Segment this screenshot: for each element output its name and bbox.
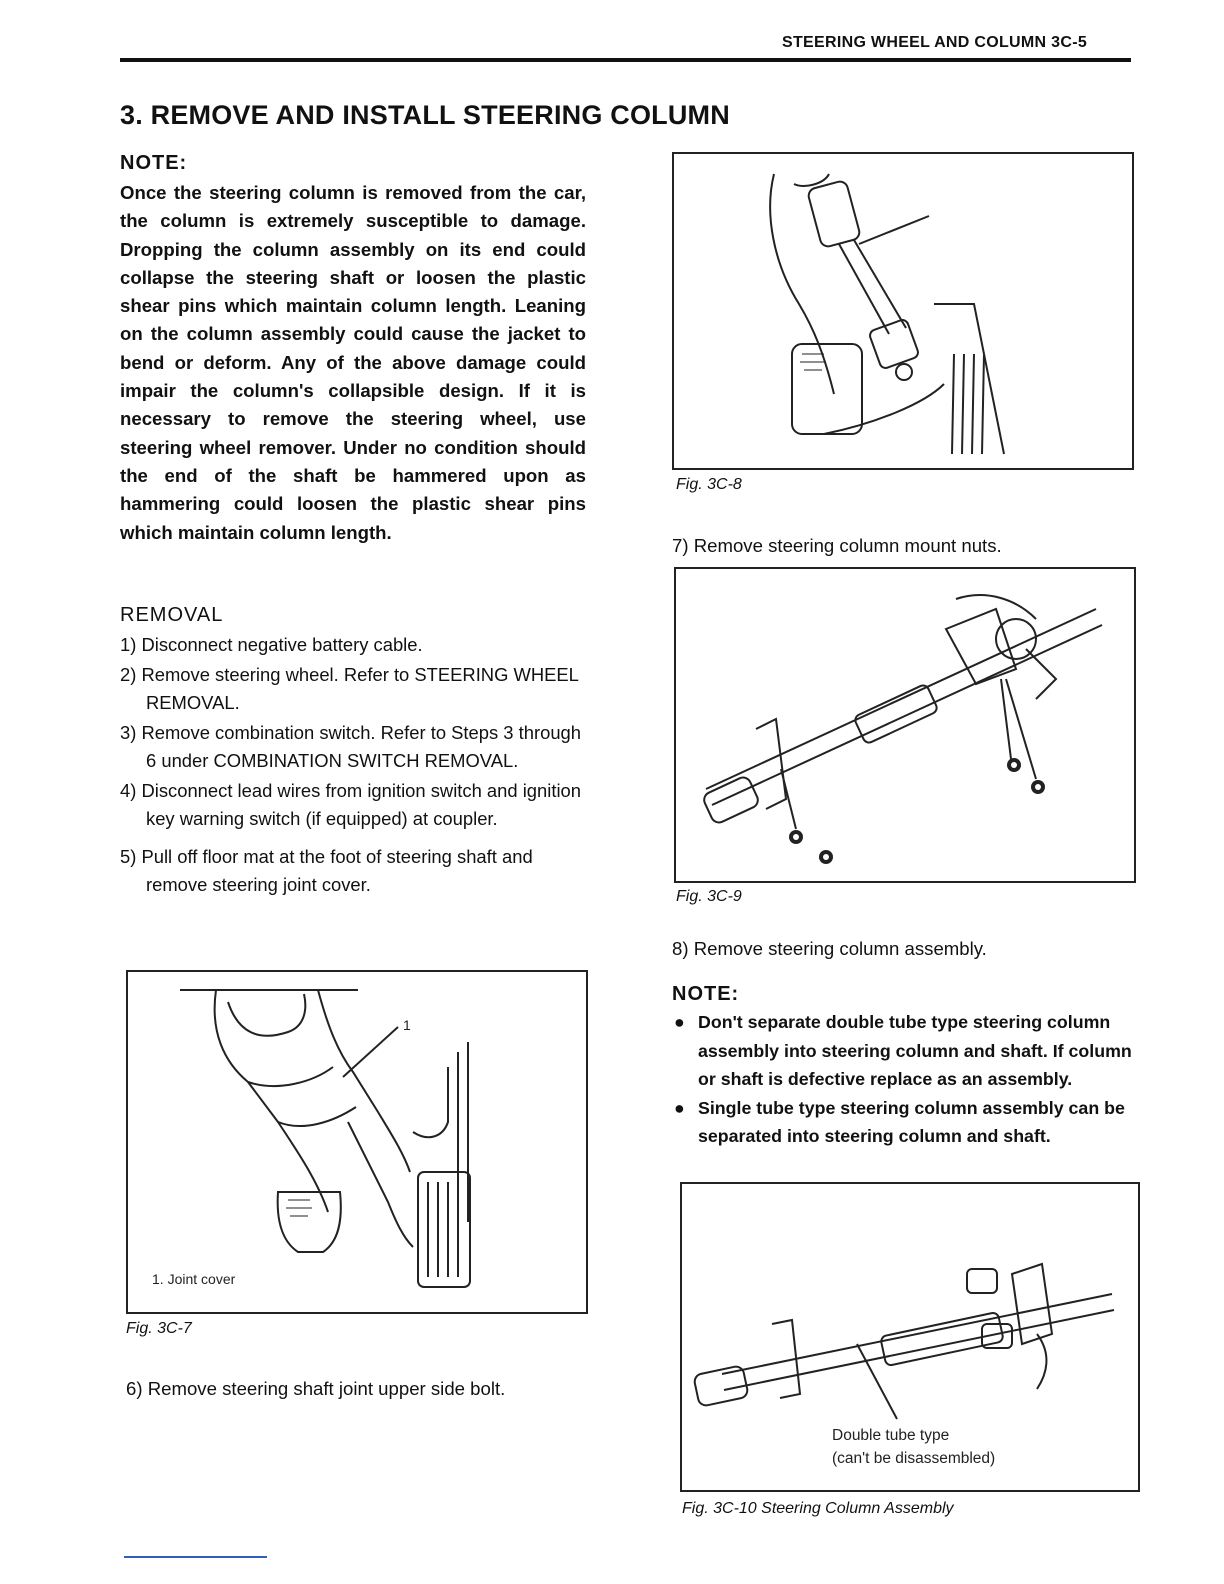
column-assembly-illustration xyxy=(682,1184,1138,1490)
fig10-label-line2: (can't be disassembled) xyxy=(832,1450,996,1467)
note2-bullet-1: ● Don't separate double tube type steering column assembly into steering column and shaft. If column or shaft is defective replace as an assembly. xyxy=(672,1008,1134,1094)
removal-block xyxy=(120,604,586,901)
bullet-icon: ● xyxy=(674,1097,685,1118)
shaft-joint-illustration xyxy=(674,154,1132,468)
step-5: 5) Pull off floor mat at the foot of steering shaft and remove steering joint cover. xyxy=(120,846,533,895)
fig7-caption: Fig. 3C-7 xyxy=(126,1320,192,1337)
bottom-divider xyxy=(124,1556,267,1558)
fig7-legend: 1. Joint cover xyxy=(152,1271,236,1287)
step-1: 1) Disconnect negative battery cable. xyxy=(120,634,423,655)
joint-cover-illustration xyxy=(128,972,586,1312)
figure-3c-10 xyxy=(680,1182,1140,1492)
fig10-label-line1: Double tube type xyxy=(832,1427,950,1444)
fig9-caption: Fig. 3C-9 xyxy=(676,888,742,905)
note2-bullet-2: ● Single tube type steering column assembly can be separated into steering column and shaft. xyxy=(672,1094,1134,1151)
step-6: 6) Remove steering shaft joint upper side bolt. xyxy=(126,1378,506,1399)
note-block xyxy=(120,152,586,547)
step-3: 3) Remove combination switch. Refer to Steps 3 through 6 under COMBINATION SWITCH REMOVAL. xyxy=(120,722,582,771)
bullet-icon: ● xyxy=(674,1012,685,1032)
running-header: STEERING WHEEL AND COLUMN 3C-5 xyxy=(782,34,1088,51)
header-rule xyxy=(120,58,1131,62)
fig10-caption: Fig. 3C-10 Steering Column Assembly xyxy=(682,1500,954,1517)
section-title: 3. REMOVE AND INSTALL STEERING COLUMN xyxy=(120,100,730,130)
step-4: 4) Disconnect lead wires from ignition switch and ignition key warning switch (if equipped) at coupler. xyxy=(120,780,582,829)
figure-3c-8 xyxy=(672,152,1134,470)
step-7: 7) Remove steering column mount nuts. xyxy=(672,535,1002,556)
removal-heading: REMOVAL xyxy=(120,604,224,626)
figure-3c-7 xyxy=(126,970,588,1314)
note2-heading: NOTE: xyxy=(672,983,740,1005)
note2-block xyxy=(672,983,1134,1151)
removal-steps xyxy=(120,631,586,899)
note-body: Once the steering column is removed from the car, the column is extremely susceptible to damage. Dropping the column assembly on its end could collapse the steering shaft or loosen the plastic shear pins which maintain column length. Leaning on the column assembly could cause the jacket to bend or deform. Any of the above damage could impair the column's collapsible design. If it is necessary to remove the steering wheel, use steering wheel remover. Under no condition should the end of the shaft be hammered upon as hammering could loosen the plastic shear pins which maintain column length. xyxy=(120,182,586,543)
figure-3c-9 xyxy=(674,567,1136,883)
step-2: 2) Remove steering wheel. Refer to STEERING WHEEL REMOVAL. xyxy=(120,664,579,713)
step-8: 8) Remove steering column assembly. xyxy=(672,938,987,959)
fig8-caption: Fig. 3C-8 xyxy=(676,476,742,493)
note-heading: NOTE: xyxy=(120,152,188,174)
fig7-callout-number: 1 xyxy=(403,1017,411,1033)
note2-bullets xyxy=(672,1008,1134,1151)
column-mount-illustration xyxy=(676,569,1134,881)
